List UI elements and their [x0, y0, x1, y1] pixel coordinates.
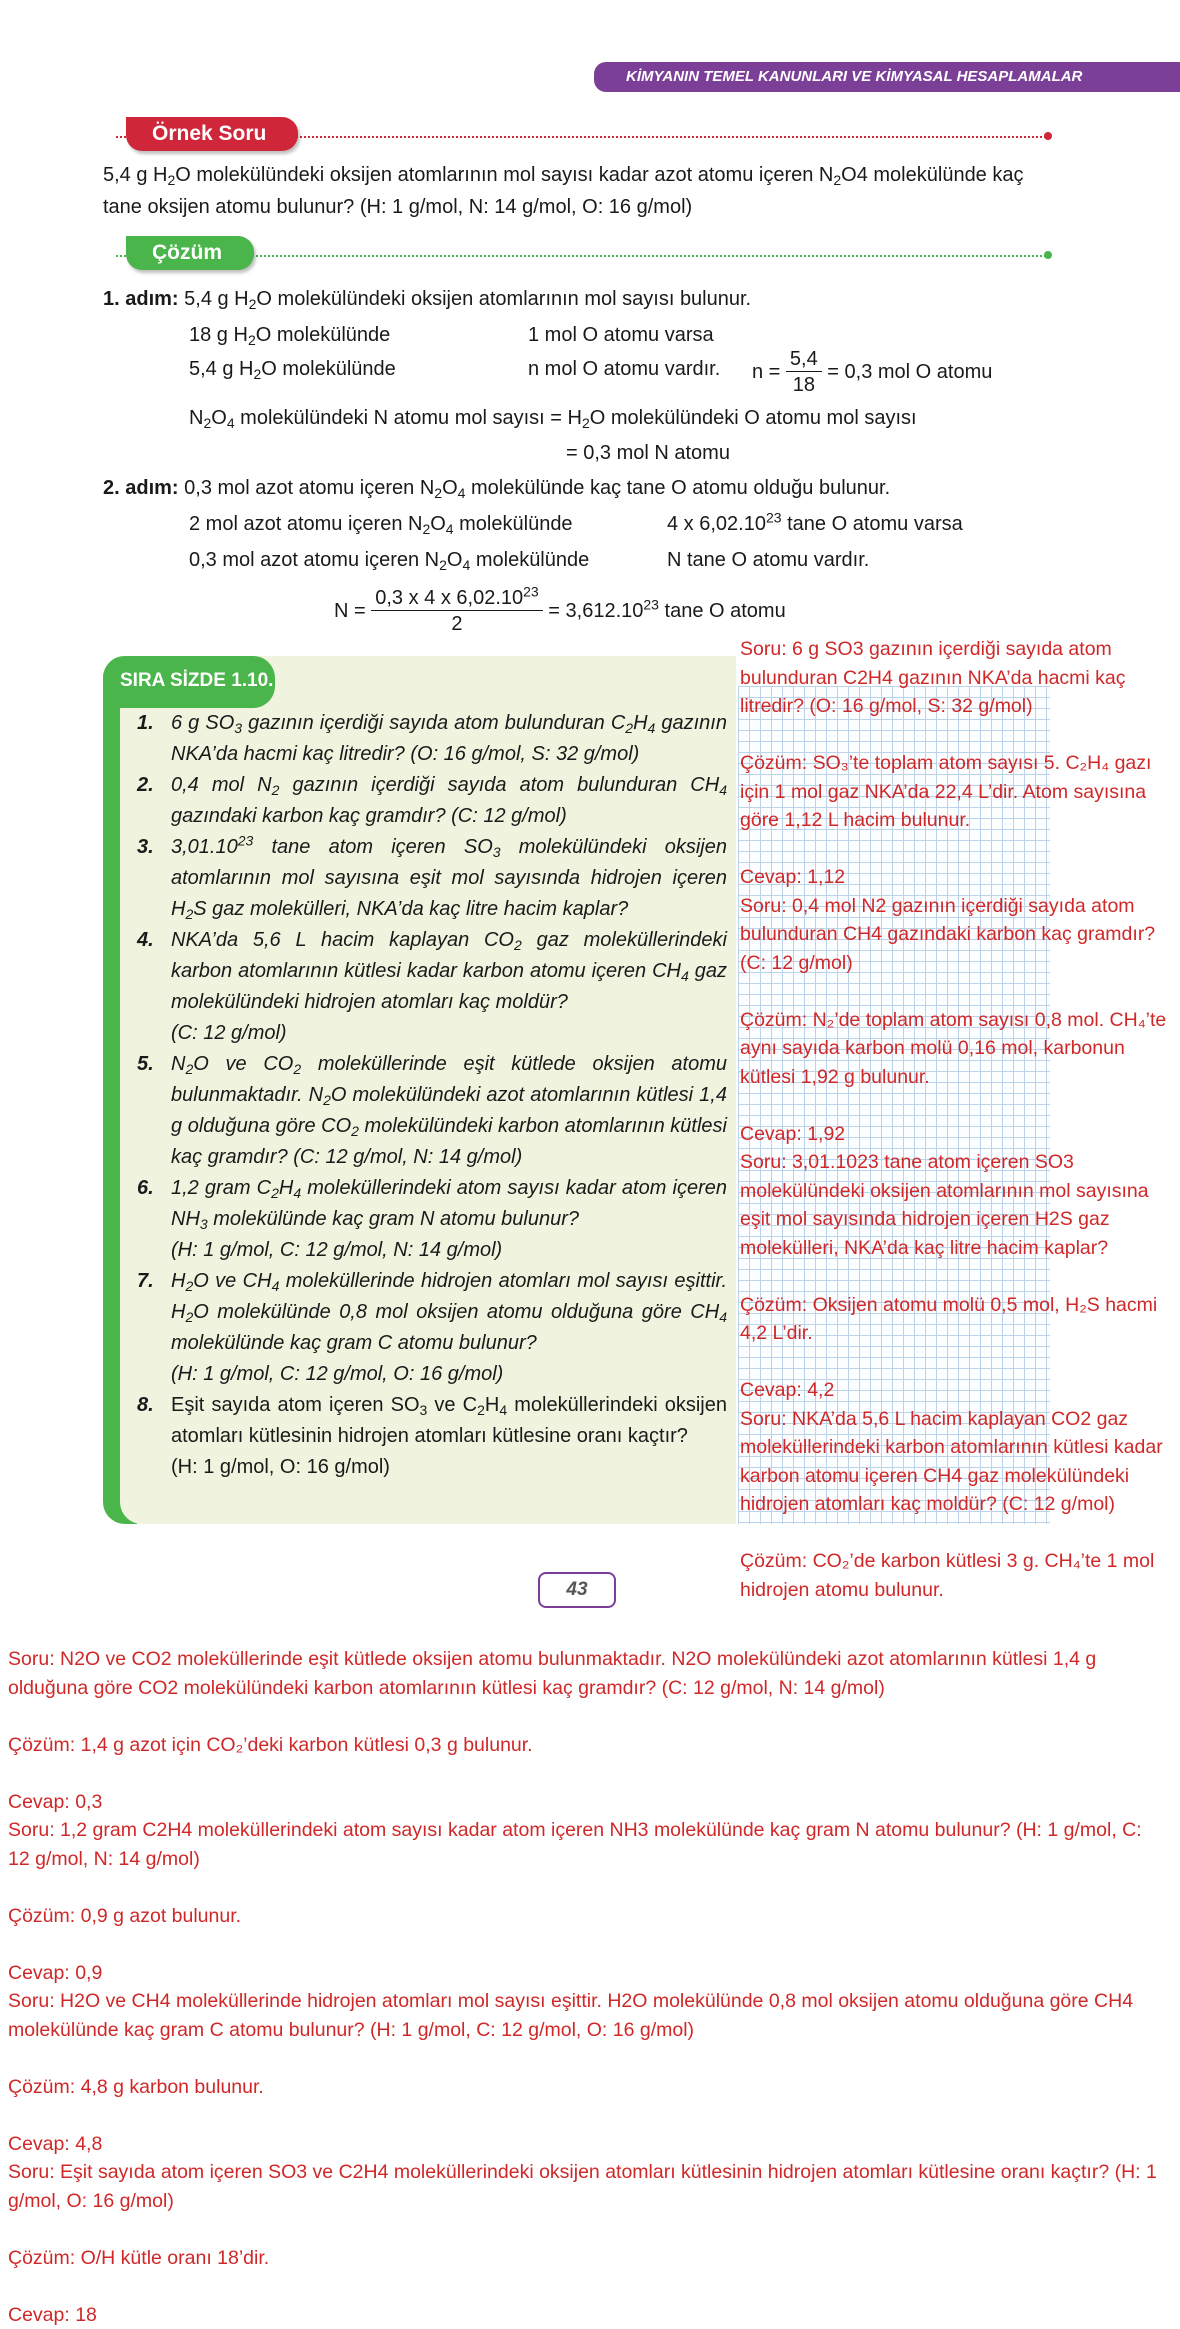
exercise-item	[137, 832, 727, 925]
subscript: 2	[625, 720, 633, 736]
answer-line: Çözüm: 0,9 g azot bulunur.	[8, 1902, 1158, 1931]
exercise-list	[137, 708, 727, 1483]
text-run: 18 g H	[189, 324, 248, 346]
text-run: moleküllerindeki oksijen atomları kütlesinin hidrojen atomları kütlesine oranı kaçtır?	[171, 1394, 727, 1447]
subscript: 2	[439, 557, 447, 573]
subscript: 4	[458, 485, 466, 501]
answer-line: Cevap: 4,8	[8, 2130, 1158, 2159]
solution-badge: Çözüm	[126, 236, 254, 270]
exercise-constants: (H: 1 g/mol, O: 16 g/mol)	[171, 1456, 390, 1478]
blank-line	[740, 1091, 1176, 1120]
text-run: molekülünde kaç gram C atomu bulunur?	[171, 1332, 537, 1354]
fraction-numerator: 5,4	[786, 347, 822, 372]
fraction-result	[548, 600, 785, 622]
text-run: 5,4 g H	[103, 164, 167, 186]
subscript: 2	[477, 1402, 485, 1418]
step2-row2-left	[189, 547, 589, 573]
blank-line	[740, 835, 1176, 864]
text-run: tane O atomu	[659, 600, 786, 622]
step2-row1-left	[189, 511, 573, 537]
answer-line: Çözüm: 1,4 g azot için CO₂’deki karbon kütlesi 0,3 g bulunur.	[8, 1731, 1158, 1760]
fraction	[786, 347, 822, 398]
divider-end	[1044, 251, 1052, 259]
divider-end	[1044, 132, 1052, 140]
blank-line	[740, 1262, 1176, 1291]
fraction-denominator: 18	[786, 372, 822, 398]
exercise-number: 7.	[137, 1266, 154, 1297]
text-run: gazının NKA’da hacmi kaç litredir? (O: 16 g/mol, S: 32 g/mol)	[171, 712, 727, 765]
step1-label: 1. adım:	[103, 288, 179, 310]
exercise-item	[137, 1390, 727, 1483]
text-run: 5,4 g H	[189, 358, 253, 380]
exercise-item	[137, 1173, 727, 1266]
equation-line2: = 0,3 mol N atomu	[566, 440, 730, 466]
subscript: 2	[293, 1061, 301, 1077]
text-run: 0,3 mol azot atomu içeren N	[189, 549, 439, 571]
step1-row1-left	[189, 322, 390, 348]
text-run: S gaz molekülleri, NKA’da kaç litre hacim kaplar?	[193, 898, 628, 920]
subscript: 4	[719, 782, 727, 798]
answer-line: Çözüm: CO₂’de karbon kütlesi 3 g. CH₄’te 1 mol hidrojen atomu bulunur.	[740, 1547, 1176, 1604]
subscript: 2	[434, 485, 442, 501]
subscript: 2	[249, 296, 257, 312]
chapter-header: KİMYANIN TEMEL KANUNLARI VE KİMYASAL HESAPLAMALAR	[594, 62, 1180, 92]
superscript: 23	[523, 583, 539, 599]
answer-line: Cevap: 0,3	[8, 1788, 1158, 1817]
subscript: 2	[271, 1185, 279, 1201]
text-run: molekülünde kaç gram N atomu bulunur?	[208, 1208, 579, 1230]
answer-line: Soru: 1,2 gram C2H4 moleküllerindeki atom sayısı kadar atom içeren NH3 molekülünde kaç gram N atomu bulunur? (H: 1 g/mol, C: 12 g/mol, N: 14 g/mol)	[8, 1816, 1158, 1873]
text-run: tane O atomu varsa	[782, 513, 963, 535]
text-run: Eşit sayıda atom içeren SO	[171, 1394, 420, 1416]
text-run: gazının içerdiği sayıda atom bulunduran CH	[279, 774, 719, 796]
text-run: molekülünde kaç	[868, 164, 1024, 186]
subscript: 3	[493, 844, 501, 860]
fraction-denominator: 2	[371, 611, 542, 637]
text-run: gaz molekülündeki hidrojen atomları kaç moldür?	[171, 960, 727, 1013]
blank-line	[8, 1759, 1158, 1788]
answer-line: Soru: 0,4 mol N2 gazının içerdiği sayıda atom bulunduran CH4 gazındaki karbon kaç gramdır? (C: 12 g/mol)	[740, 892, 1176, 978]
subscript: 2	[185, 1309, 193, 1325]
exercise-constants: (H: 1 g/mol, C: 12 g/mol, O: 16 g/mol)	[171, 1363, 503, 1385]
exercise-title: SIRA SİZDE 1.10.	[120, 670, 273, 692]
text-run: moleküllerindeki atom sayısı kadar atom içeren NH	[171, 1177, 727, 1230]
fraction	[371, 586, 542, 637]
text-run: molekülündeki N atomu mol sayısı = H	[235, 407, 582, 429]
fraction-n	[752, 347, 992, 398]
step2-line	[103, 475, 890, 501]
text-run: molekülünde kaç tane O atomu olduğu bulunur.	[465, 477, 890, 499]
text-run: O molekülündeki oksijen atomlarının mol sayısı kadar azot atomu içeren N	[175, 164, 833, 186]
answer-line: Çözüm: O/H kütle oranı 18’dir.	[8, 2244, 1158, 2273]
text-run: moleküllerinde eşit kütlede oksijen atomu bulunmaktadır. N	[171, 1053, 727, 1106]
example-question-line2: tane oksijen atomu bulunur? (H: 1 g/mol, N: 14 g/mol, O: 16 g/mol)	[103, 194, 692, 220]
text-run: ve C	[427, 1394, 477, 1416]
answer-line: Soru: H2O ve CH4 moleküllerinde hidrojen atomları mol sayısı eşittir. H2O molekülünde 0,8 mol oksijen atomu olduğuna göre CH4 molekülünde kaç gram C atomu bulunur? (H: 1 g/mol, C: 12 g/mol, O: 16 g/mol)	[8, 1987, 1158, 2044]
exercise-constants: (C: 12 g/mol)	[171, 1022, 287, 1044]
subscript: 2	[272, 782, 280, 798]
answers-right-column	[740, 635, 1176, 1604]
text-run: 6 g SO	[171, 712, 234, 734]
answers-bottom	[8, 1645, 1158, 2329]
exercise-item	[137, 708, 727, 770]
text-run: H	[633, 712, 647, 734]
answer-line: Soru: 6 g SO3 gazının içerdiği sayıda atom bulunduran C2H4 gazının NKA’da hacmi kaç litredir? (O: 16 g/mol, S: 32 g/mol)	[740, 635, 1176, 721]
text-run: NKA’da 5,6 L hacim kaplayan CO	[171, 929, 514, 951]
subscript: 4	[719, 1309, 727, 1325]
blank-line	[8, 2044, 1158, 2073]
subscript: 2	[185, 1278, 193, 1294]
text-run: 2 mol azot atomu içeren N	[189, 513, 422, 535]
blank-line	[8, 1702, 1158, 1731]
step2-label: 2. adım:	[103, 477, 179, 499]
answer-line: Soru: N2O ve CO2 moleküllerinde eşit kütlede oksijen atomu bulunmaktadır. N2O molekülündeki azot atomlarının kütlesi 1,4 g olduğuna göre CO2 molekülündeki karbon atomlarının kütlesi kaç gramdır? (C: 12 g/mol, N: 14 g/mol)	[8, 1645, 1158, 1702]
step1-row2-left	[189, 356, 396, 382]
subscript: 2	[422, 521, 430, 537]
text-run: = 3,612.10	[548, 600, 643, 622]
text-run: O molekülünde	[261, 358, 396, 380]
subscript: 2	[185, 1061, 193, 1077]
equation-line1	[189, 405, 917, 431]
step1-row2-right: n mol O atomu vardır.	[528, 356, 720, 382]
answer-line: Soru: 3,01.1023 tane atom içeren SO3 molekülündeki oksijen atomlarının mol sayısına eşit mol sayısında hidrojen içeren H2S gaz molekülleri, NKA’da kaç litre hacim kaplar?	[740, 1148, 1176, 1262]
text-run: gazının içerdiği sayıda atom bulunduran C	[242, 712, 625, 734]
text-run: 0,3 x 4 x 6,02.10	[375, 587, 523, 609]
exercise-item	[137, 1266, 727, 1390]
step1-line	[103, 286, 751, 312]
text-run: 4	[857, 164, 868, 186]
text-run: molekülündeki oksijen atomlarının mol sayısına eşit mol sayısında hidrojen içeren H	[171, 836, 727, 920]
subscript: 3	[234, 720, 242, 736]
subscript: 4	[648, 720, 656, 736]
superscript: 23	[643, 596, 659, 612]
fraction-numerator	[371, 586, 542, 611]
exercise-number: 5.	[137, 1049, 154, 1080]
step2-row2-right: N tane O atomu vardır.	[667, 547, 869, 573]
subscript: 4	[681, 968, 689, 984]
text-run: 5,4 g H	[184, 288, 248, 310]
answer-line: Soru: Eşit sayıda atom içeren SO3 ve C2H4 moleküllerindeki oksijen atomları kütlesinin hidrojen atomları kütlesine oranı kaçtır? (H: 1 g/mol, O: 16 g/mol)	[8, 2158, 1158, 2215]
answer-line: Cevap: 1,92	[740, 1120, 1176, 1149]
blank-line	[740, 721, 1176, 750]
answer-line: Cevap: 1,12	[740, 863, 1176, 892]
text-run: O	[841, 164, 857, 186]
text-run: molekülünde	[454, 513, 573, 535]
text-run: 0,4 mol N	[171, 774, 272, 796]
exercise-number: 1.	[137, 708, 154, 739]
exercise-number: 3.	[137, 832, 154, 863]
exercise-number: 6.	[137, 1173, 154, 1204]
answer-line: Soru: NKA’da 5,6 L hacim kaplayan CO2 gaz moleküllerindeki karbon atomlarının kütlesi kadar karbon atomu içeren CH4 gaz molekülündeki hidrojen atomları kaç moldür? (C: 12 g/mol)	[740, 1405, 1176, 1519]
superscript: 23	[766, 509, 782, 525]
blank-line	[8, 2272, 1158, 2301]
text-run: 3,01.10	[171, 836, 238, 858]
blank-line	[8, 1873, 1158, 1902]
divider	[116, 255, 1046, 257]
subscript: 2	[248, 332, 256, 348]
text-run: O ve CH	[193, 1270, 271, 1292]
answer-line: Çözüm: N₂’de toplam atom sayısı 0,8 mol. CH₄’te aynı sayıda karbon molü 0,16 mol, karbonun kütlesi 1,92 g bulunur.	[740, 1006, 1176, 1092]
exercise-number: 8.	[137, 1390, 154, 1421]
blank-line	[740, 1348, 1176, 1377]
answer-line: Cevap: 0,9	[8, 1959, 1158, 1988]
subscript: 2	[351, 1123, 359, 1139]
text-run: moleküllerinde hidrojen atomları mol sayısı eşittir. H	[171, 1270, 727, 1323]
subscript: 4	[446, 521, 454, 537]
text-run: O molekülündeki O atomu mol sayısı	[590, 407, 917, 429]
subscript: 2	[514, 937, 522, 953]
text-run: H	[485, 1394, 499, 1416]
blank-line	[740, 977, 1176, 1006]
subscript: 2	[203, 415, 211, 431]
text-run: O	[447, 549, 463, 571]
subscript: 2	[167, 172, 175, 188]
subscript: 2	[582, 415, 590, 431]
fraction-prefix: N =	[334, 600, 366, 622]
text-run: molekülünde	[470, 549, 589, 571]
text-run: O	[430, 513, 446, 535]
answer-line: Cevap: 4,2	[740, 1376, 1176, 1405]
text-run: H	[279, 1177, 293, 1199]
text-run: O ve CO	[193, 1053, 293, 1075]
blank-line	[8, 1930, 1158, 1959]
fraction-prefix: n =	[752, 361, 780, 383]
step2-row1-right	[667, 511, 963, 537]
text-run: N	[171, 1053, 185, 1075]
subscript: 3	[420, 1402, 428, 1418]
subscript: 4	[462, 557, 470, 573]
blank-line	[8, 2101, 1158, 2130]
blank-line	[8, 2215, 1158, 2244]
text-run: O molekülündeki oksijen atomlarının mol sayısı bulunur.	[256, 288, 751, 310]
exercise-constants: (H: 1 g/mol, C: 12 g/mol, N: 14 g/mol)	[171, 1239, 502, 1261]
answer-line: Çözüm: Oksijen atomu molü 0,5 mol, H₂S hacmi 4,2 L’dir.	[740, 1291, 1176, 1348]
exercise-item	[137, 1049, 727, 1173]
answer-line: Çözüm: 4,8 g karbon bulunur.	[8, 2073, 1158, 2102]
exercise-number: 4.	[137, 925, 154, 956]
text-run: O molekülündeki azot atomlarının kütlesi 1,4 g olduğuna göre CO	[171, 1084, 727, 1137]
step1-row1-right: 1 mol O atomu varsa	[528, 322, 714, 348]
subscript: 2	[185, 906, 193, 922]
text-run: gazındaki karbon kaç gramdır? (C: 12 g/mol)	[171, 805, 567, 827]
text-run: O molekülünde 0,8 mol oksijen atomu olduğuna göre CH	[193, 1301, 719, 1323]
step2-text	[184, 477, 890, 499]
fraction-N	[334, 586, 786, 637]
answer-line: Cevap: 18	[8, 2301, 1158, 2329]
subscript: 4	[293, 1185, 301, 1201]
subscript: 4	[499, 1402, 507, 1418]
text-run: O	[211, 407, 227, 429]
text-run: N	[189, 407, 203, 429]
example-badge: Örnek Soru	[126, 117, 298, 151]
answer-line: Çözüm: SO₃’te toplam atom sayısı 5. C₂H₄ gazı için 1 mol gaz NKA’da 22,4 L’dir. Atom sayısına göre 1,12 L hacim bulunur.	[740, 749, 1176, 835]
exercise-item	[137, 770, 727, 832]
text-run: molekülündeki karbon atomlarının kütlesi kaç gramdır? (C: 12 g/mol, N: 14 g/mol)	[171, 1115, 727, 1168]
exercise-item	[137, 925, 727, 1049]
text-run: tane atom içeren SO	[253, 836, 492, 858]
subscript: 4	[227, 415, 235, 431]
subscript: 2	[833, 172, 841, 188]
subscript: 2	[253, 366, 261, 382]
text-run: O molekülünde	[256, 324, 391, 346]
text-run: 0,3 mol azot atomu içeren N	[184, 477, 434, 499]
blank-line	[740, 1519, 1176, 1548]
subscript: 3	[200, 1216, 208, 1232]
text-run: 1,2 gram C	[171, 1177, 271, 1199]
example-question-line1	[103, 162, 1024, 188]
text-run: H	[171, 1270, 185, 1292]
page-number: 43	[538, 1572, 616, 1608]
step1-text	[184, 288, 751, 310]
superscript: 23	[238, 832, 254, 848]
subscript: 4	[272, 1278, 280, 1294]
text-run: 4 x 6,02.10	[667, 513, 766, 535]
text-run: gaz moleküllerindeki karbon atomlarının kütlesi kadar karbon atomu içeren CH	[171, 929, 727, 982]
exercise-number: 2.	[137, 770, 154, 801]
text-run: O	[442, 477, 458, 499]
fraction-result: = 0,3 mol O atomu	[827, 361, 992, 383]
subscript: 2	[323, 1092, 331, 1108]
